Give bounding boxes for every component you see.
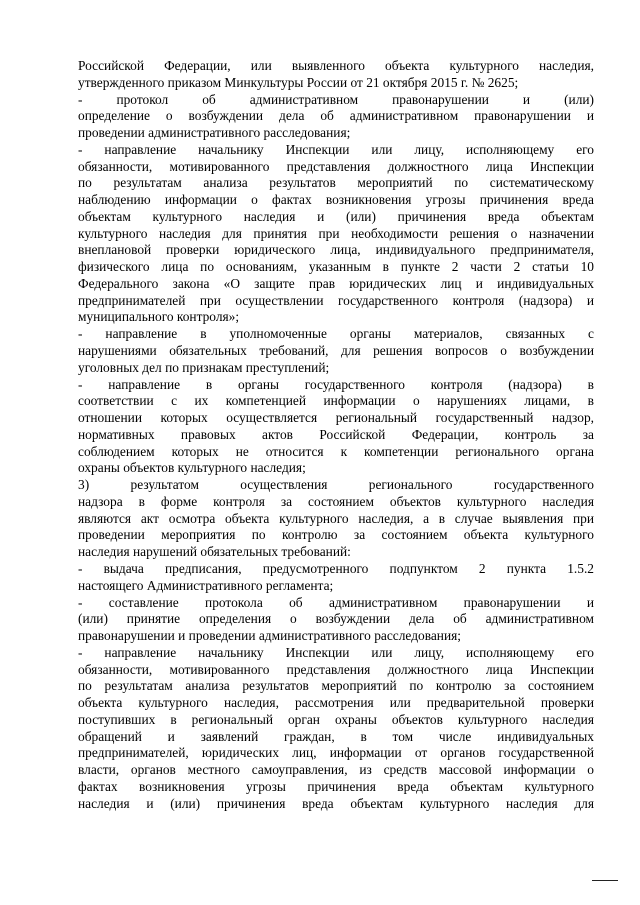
text-line: 3) результатом осуществления регионального государственного: [78, 477, 594, 493]
text-line: Российской Федерации, или выявленного объекта культурного наследия,: [78, 58, 594, 73]
text-line: соответствии с их компетенцией информации о нарушениях лицами, в: [78, 393, 594, 409]
text-line: наследия и (или) причинения вреда объектам культурного наследия для: [78, 795, 594, 811]
text-line: уголовных дел по признакам преступлений;: [78, 359, 330, 375]
text-line: власти, органов местного самоуправления, из средств массовой информации о: [78, 762, 594, 778]
text-line: обращений и заявлений граждан, в том числе индивидуальных: [78, 728, 594, 744]
text-line: по результатам анализа результатов мероприятий по систематическому: [78, 175, 594, 191]
text-line: объектам культурного наследия и (или) причинения вреда объектам: [78, 208, 594, 224]
text-line: наследия нарушений обязательных требований:: [78, 544, 351, 560]
text-line: - выдача предписания, предусмотренного подпунктом 2 пункта 1.5.2: [78, 560, 594, 576]
text-line: (или) принятие определения о возбуждении дела об административном: [78, 611, 594, 627]
text-line: - направление начальнику Инспекции или лицу, исполняющему его: [78, 644, 594, 660]
text-line: - протокол об административном правонарушении и (или): [78, 91, 594, 107]
text-line: фактах возникновения угрозы причинения вреда объектам культурного: [78, 778, 594, 794]
page-edge-mark: [592, 880, 618, 881]
text-line: соблюдением которых не относится к компетенции регионального органа: [78, 443, 594, 459]
document-body-text: [78, 58, 594, 812]
text-line: утвержденного приказом Минкультуры России от 21 октября 2015 г. № 2625;: [78, 74, 519, 90]
text-line: правонарушении и проведении административного расследования;: [78, 628, 462, 644]
text-line: предпринимателей, юридических лиц, информации от органов государственной: [78, 745, 594, 761]
text-line: охраны объектов культурного наследия;: [78, 460, 306, 476]
text-line: нормативных правовых актов Российской Федерации, контроль за: [78, 426, 594, 442]
text-line: определение о возбуждении дела об административном правонарушении и: [78, 108, 594, 124]
text-line: - составление протокола об административном правонарушении и: [78, 594, 594, 610]
text-line: надзора в форме контроля за состоянием объектов культурного наследия: [78, 493, 594, 509]
text-line: являются акт осмотра объекта культурного наследия, а в случае выявления при: [78, 510, 594, 526]
text-line: объекта культурного наследия, рассмотрения или предварительной проверки: [78, 695, 594, 711]
text-line: обязанности, мотивированного представления должностного лица Инспекции: [78, 158, 594, 174]
text-line: культурного наследия для принятия при необходимости решения о назначении: [78, 225, 594, 241]
text-line: проведении административного расследования;: [78, 125, 351, 141]
text-line: - направление начальнику Инспекции или лицу, исполняющему его: [78, 141, 594, 157]
text-line: внеплановой проверки юридического лица, индивидуального предпринимателя,: [78, 242, 594, 258]
text-line: по результатам анализа результатов мероприятий по контролю за состоянием: [78, 678, 594, 694]
text-line: - направление в уполномоченные органы материалов, связанных с: [78, 326, 594, 342]
text-line: - направление в органы государственного контроля (надзора) в: [78, 376, 594, 392]
text-line: Федерального закона «О защите прав юридических лиц и индивидуальных: [78, 275, 594, 291]
text-line: проведении мероприятия по контролю за состоянием объекта культурного: [78, 527, 594, 543]
text-line: обязанности, мотивированного представления должностного лица Инспекции: [78, 661, 594, 677]
text-line: отношении которых осуществляется региональный государственный надзор,: [78, 410, 594, 426]
text-line: муниципального контроля»;: [78, 309, 240, 325]
text-line: наблюдению информации о фактах возникновения угрозы причинения вреда: [78, 192, 594, 208]
text-line: физического лица по основаниям, указанным в пункте 2 части 2 статьи 10: [78, 259, 594, 275]
text-line: поступивших в региональный орган охраны объектов культурного наследия: [78, 711, 594, 727]
text-line: нарушениями обязательных требований, для решения вопросов о возбуждении: [78, 343, 594, 359]
text-line: предпринимателей при осуществлении государственного контроля (надзора) и: [78, 292, 594, 308]
text-line: настоящего Административного регламента;: [78, 577, 334, 593]
